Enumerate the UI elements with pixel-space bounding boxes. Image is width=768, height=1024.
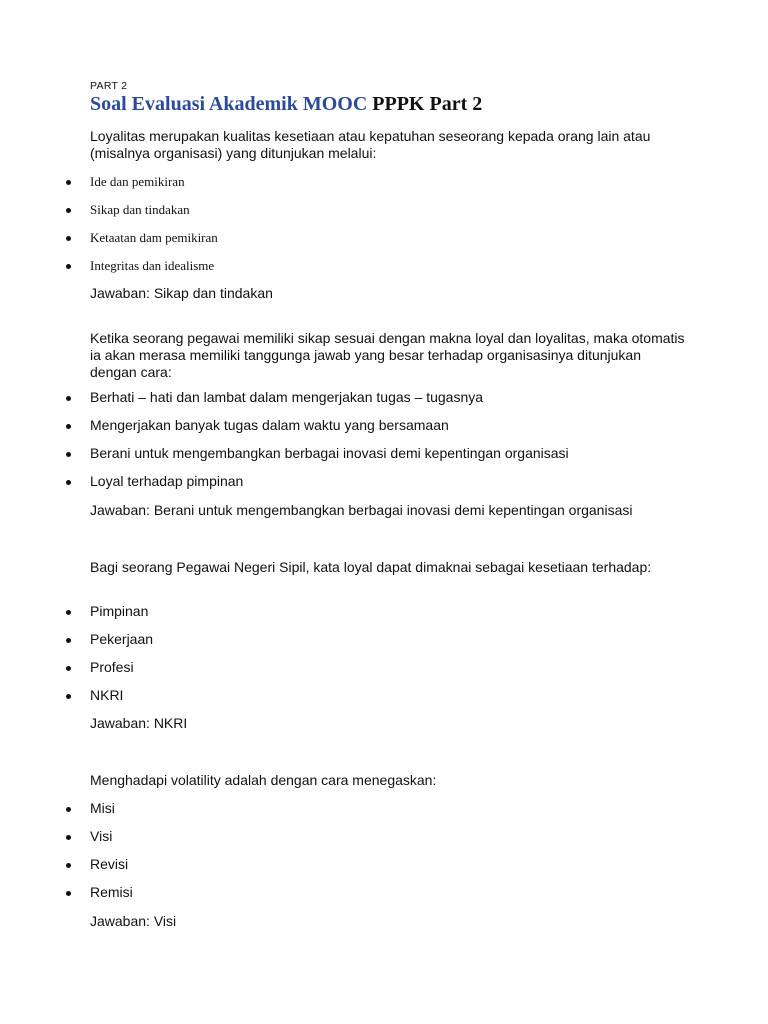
option-text: Misi xyxy=(90,800,115,816)
list-item xyxy=(0,884,768,912)
page-title xyxy=(90,93,482,116)
option-text: Remisi xyxy=(90,884,133,900)
option-text: Ketaatan dam pemikiran xyxy=(90,230,218,245)
question-1-answer: Jawaban: Sikap dan tindakan xyxy=(90,285,273,301)
bullet-icon xyxy=(66,891,71,896)
list-item xyxy=(0,856,768,884)
bullet-icon xyxy=(66,208,71,213)
list-item xyxy=(0,828,768,856)
list-item xyxy=(0,173,768,201)
list-item xyxy=(0,389,768,417)
bullet-icon xyxy=(66,480,71,485)
option-text: Profesi xyxy=(90,659,134,675)
list-item xyxy=(0,800,768,828)
question-2-answer: Jawaban: Berani untuk mengembangkan berbagai inovasi demi kepentingan organisasi xyxy=(90,502,633,518)
list-item xyxy=(0,201,768,229)
question-2-text: Ketika seorang pegawai memiliki sikap sesuai dengan makna loyal dan loyalitas, maka otomatis ia akan merasa memiliki tanggunga jawab yang besar terhadap organisasinya ditunjukan dengan cara: xyxy=(90,330,685,380)
option-text: Ide dan pemikiran xyxy=(90,174,185,189)
option-text: Berani untuk mengembangkan berbagai inovasi demi kepentingan organisasi xyxy=(90,445,569,461)
bullet-icon xyxy=(66,264,71,269)
question-2-options xyxy=(0,389,768,501)
list-item xyxy=(0,473,768,501)
list-item xyxy=(0,687,768,715)
list-item xyxy=(0,445,768,473)
option-text: Pekerjaan xyxy=(90,631,154,647)
option-text: Visi xyxy=(90,828,113,844)
question-1-text: Loyalitas merupakan kualitas kesetiaan atau kepatuhan seseorang kepada orang lain atau (misalnya organisasi) yang ditunjukan melalui: xyxy=(90,128,651,161)
part-label: PART 2 xyxy=(90,80,128,92)
bullet-icon xyxy=(66,863,71,868)
option-text: Pimpinan xyxy=(90,603,149,619)
title-highlight: Soal Evaluasi Akademik MOOC xyxy=(90,93,368,115)
option-text: Loyal terhadap pimpinan xyxy=(90,473,244,489)
question-1-options xyxy=(0,173,768,285)
question-3-options xyxy=(0,603,768,715)
bullet-icon xyxy=(66,666,71,671)
title-suffix: PPPK Part 2 xyxy=(372,93,483,115)
bullet-icon xyxy=(66,180,71,185)
bullet-icon xyxy=(66,694,71,699)
bullet-icon xyxy=(66,236,71,241)
bullet-icon xyxy=(66,638,71,643)
option-text: Berhati – hati dan lambat dalam mengerjakan tugas – tugasnya xyxy=(90,389,484,405)
option-text: Integritas dan idealisme xyxy=(90,258,215,273)
list-item xyxy=(0,603,768,631)
question-4-options xyxy=(0,800,768,912)
question-4-answer: Jawaban: Visi xyxy=(90,913,177,929)
bullet-icon xyxy=(66,610,71,615)
bullet-icon xyxy=(66,835,71,840)
list-item xyxy=(0,257,768,285)
bullet-icon xyxy=(66,424,71,429)
question-3-text: Bagi seorang Pegawai Negeri Sipil, kata loyal dapat dimaknai sebagai kesetiaan terhadap: xyxy=(90,559,652,575)
list-item xyxy=(0,229,768,257)
option-text: NKRI xyxy=(90,687,124,703)
list-item xyxy=(0,417,768,445)
list-item xyxy=(0,631,768,659)
question-4-text: Menghadapi volatility adalah dengan cara menegaskan: xyxy=(90,772,437,788)
bullet-icon xyxy=(66,452,71,457)
option-text: Sikap dan tindakan xyxy=(90,202,190,217)
option-text: Mengerjakan banyak tugas dalam waktu yang bersamaan xyxy=(90,417,449,433)
question-3-answer: Jawaban: NKRI xyxy=(90,715,188,731)
bullet-icon xyxy=(66,807,71,812)
option-text: Revisi xyxy=(90,856,129,872)
bullet-icon xyxy=(66,396,71,401)
list-item xyxy=(0,659,768,687)
